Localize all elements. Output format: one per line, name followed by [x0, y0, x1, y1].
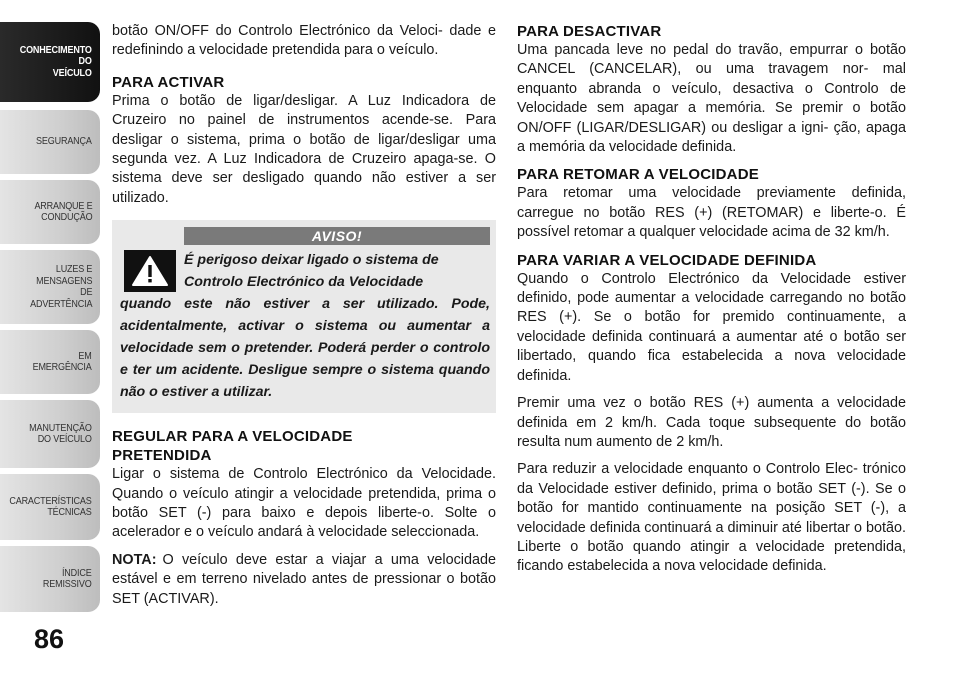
deactivate-heading: PARA DESACTIVAR	[517, 23, 662, 40]
tab-seguranca[interactable]	[0, 110, 100, 174]
tab-manutencao-do-veiculo[interactable]	[0, 400, 100, 468]
vary-paragraph-3: Para reduzir a velocidade enquanto o Controlo Elec- trónico da Velocidade estiver definido, prima o botão SET (-). Se o botão for mantido continuamente na posição SET (-), a velocidade definida continuará a diminuir até libertar o botão. Liberte o botão quando atingir a velocidade pretendida, ficando estabelecida a nova velocidade definida.	[517, 461, 906, 575]
activate-paragraph: Prima o botão de ligar/desligar. A Luz Indicadora de Cruzeiro no painel de instrumentos acende-se. Para desligar o sistema, prima o botão de ligar/desligar uma segunda vez. A Luz Indicadora de Cruzeiro apaga-se. O sistema deve ser desligado quando não estiver a ser utilizado.	[112, 92, 496, 206]
vary-paragraph-1: Quando o Controlo Electrónico da Velocidade estiver definido, pode aumentar a velocidade carregando no botão RES (+). Se o botão for premido continuamente, a velocidade definida continuará a aumentar até o botão ser libertado, quando fica estabelecida a nova velocidade definida.	[517, 270, 906, 384]
tab-em-emergencia[interactable]	[0, 330, 100, 394]
tab-label: CARACTERÍSTICAS TÉCNICAS	[9, 494, 92, 518]
tab-label: EM EMERGÊNCIA	[33, 349, 92, 373]
warning-triangle-icon	[124, 250, 176, 292]
set-speed-heading: REGULAR PARA A VELOCIDADE PRETENDIDA	[112, 428, 353, 465]
vary-heading: PARA VARIAR A VELOCIDADE DEFINIDA	[517, 251, 817, 269]
chapter-sidebar	[0, 0, 103, 678]
tab-luzes-e-mensagens[interactable]	[0, 250, 100, 324]
warning-rest: quando este não estiver a ser utilizado. Pode, acidentalmente, activar o sistema ou aumentar a velocidade sem o pretender. Poderá perder o controlo e ter um acidente. Desligue sempre o sistema quando não o estiver a utilizar.	[120, 296, 490, 401]
tab-label: SEGURANÇA	[36, 135, 92, 148]
note-label: NOTA:	[112, 551, 157, 568]
page-number: 86	[34, 624, 65, 654]
resume-paragraph: Para retomar uma velocidade previamente definida, carregue no botão RES (+) (RETOMAR) e liberte-o. É possível retomar a qualquer velocidade acima de 32 km/h.	[517, 185, 906, 241]
tab-label: ÍNDICE REMISSIVO	[43, 566, 92, 590]
intro-paragraph: botão ON/OFF do Controlo Electrónico da Veloci- dade e redefinindo a velocidade pretendida para o veículo.	[112, 23, 496, 59]
tab-label: CONHECIMENTO DO VEÍCULO	[19, 43, 92, 79]
tab-conhecimento-do-veiculo[interactable]	[0, 22, 100, 102]
tab-indice-remissivo[interactable]	[0, 546, 100, 612]
set-speed-paragraph: Ligar o sistema de Controlo Electrónico da Velocidade. Quando o veículo atingir a velocidade pretendida, prima o botão SET (-) para baixo e depois liberte-o. Solte o acelerador e o veículo andará à velocidade seleccionada.	[112, 466, 496, 541]
note-paragraph	[112, 551, 496, 609]
right-column	[517, 22, 906, 585]
vary-paragraph-2: Premir uma vez o botão RES (+) aumenta a velocidade definida em 2 km/h. Cada toque subsequente do botão resulta num aumento de 2 km/h.	[517, 395, 906, 450]
warning-title: AVISO!	[184, 227, 490, 245]
warning-box	[112, 220, 496, 413]
tab-caracteristicas-tecnicas[interactable]	[0, 474, 100, 540]
note-text: O veículo deve estar a viajar a uma velocidade estável e em terreno nivelado antes de pressionar o botão SET (ACTIVAR).	[112, 551, 496, 607]
tab-label: ARRANQUE E CONDUÇÃO	[34, 199, 92, 223]
tab-arranque-e-conducao[interactable]	[0, 180, 100, 244]
resume-heading: PARA RETOMAR A VELOCIDADE	[517, 166, 759, 184]
activate-heading: PARA ACTIVAR	[112, 73, 225, 91]
left-column	[112, 22, 496, 617]
tab-label: MANUTENÇÃO DO VEÍCULO	[29, 421, 92, 445]
warning-line-2: Controlo Electrónico da Velocidade	[184, 274, 424, 291]
deactivate-paragraph: Uma pancada leve no pedal do travão, empurrar o botão CANCEL (CANCELAR), ou uma travagem nor- mal enquanto abranda o veículo, desactiva o Controlo de Velocidade sem apagar a memória. Se premir o botão ON/OFF (LIGAR/DESLIGAR) ou desligar a igni- ção, apaga a memória da velocidade definida.	[517, 42, 906, 156]
warning-line-1: É perigoso deixar ligado o sistema de	[184, 252, 439, 269]
tab-label: LUZES E MENSAGENS DE ADVERTÊNCIA	[29, 263, 92, 310]
